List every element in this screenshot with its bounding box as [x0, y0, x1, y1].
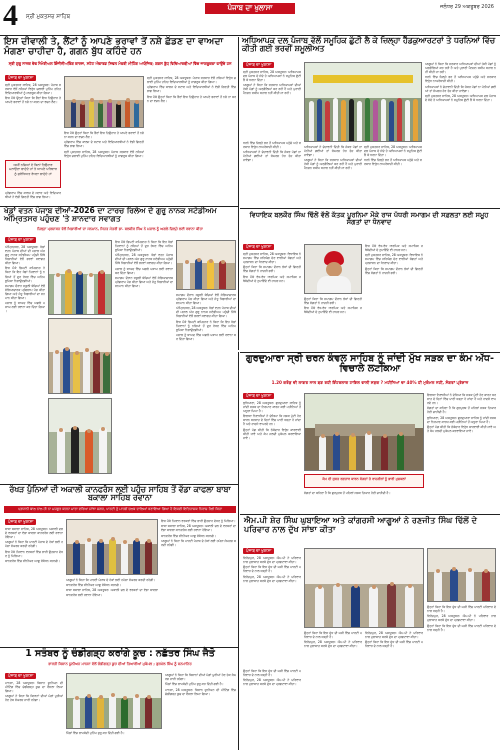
story-6-paragraph: ਆਗੂਆਂ ਨੇ ਕਿਹਾ ਕਿ ਪਾਰਟੀ ਪੰਜਾਬ ਦੇ ਹੱਕਾਂ ਲਈ ਹਮੇਸ਼ਾ ਸੰਘਰਸ਼ ਕਰਦੀ ਰਹੇਗੀ। — [66, 578, 156, 582]
story-3-body-2 — [425, 62, 496, 207]
story-7-photo — [304, 548, 424, 628]
story-1-body — [5, 83, 61, 158]
story-1-body-3 — [64, 131, 144, 205]
story-8-body — [5, 681, 63, 747]
story-6-body — [5, 527, 63, 645]
story-7-body-5 — [243, 669, 301, 746]
story-5-body-2 — [304, 491, 424, 511]
story-6-paragraph: ਇਸ ਮੌਕੇ ਨੌਜਵਾਨ ਵਰਕਰਾਂ ਵਿੱਚ ਭਾਰੀ ਉਤਸ਼ਾਹ ਦੇਖਣ ਨੂੰ ਮਿਲਿਆ। — [5, 549, 63, 558]
story-1-paragraph: ਸ੍ਰੀ ਮੁਕਤਸਰ ਸਾਹਿਬ, 28 ਅਕਤੂਬਰ: ਪੰਜਾਬ ਸਰਕਾਰ ਵੱਲੋਂ ਨਸ਼ਿਆਂ ਵਿਰੁੱਧ ਚਲਾਈ ਮੁਹਿੰਮ ਤਹਿਤ ਵਿਦਿਆਰਥੀਆਂ ਨੂੰ ਜਾਗਰੂਕ ਕੀਤਾ ਗਿਆ। — [147, 76, 236, 85]
story-7-paragraph: ਉਨ੍ਹਾਂ ਕਿਹਾ ਕਿ ਇਸ ਦੁੱਖ ਦੀ ਘੜੀ ਵਿੱਚ ਪਾਰਟੀ ਪਰਿਵਾਰ ਦੇ ਨਾਲ ਖੜ੍ਹੀ ਹੈ। — [243, 565, 301, 574]
story-6-paragraph: ਆਗੂਆਂ ਨੇ ਕਿਹਾ ਕਿ ਪਾਰਟੀ ਪੰਜਾਬ ਦੇ ਹੱਕਾਂ ਲਈ ਹਮੇਸ਼ਾ ਸੰਘਰਸ਼ ਕਰਦੀ ਰਹੇਗੀ। — [161, 538, 236, 547]
story-6-paragraph: ਬਾਬਾ ਬਕਾਲਾ ਸਾਹਿਬ, 28 ਅਕਤੂਬਰ: ਅਕਾਲੀ ਦਲ ਦੇ ਵਰਕਰਾਂ ਦਾ ਵੱਡਾ ਕਾਫਲਾ ਕਾਨਫਰੰਸ ਲਈ ਰਵਾਨਾ ਹੋਇਆ। — [161, 524, 236, 533]
story-5-paragraph: ਸੰਗਤਾਂ ਦਾ ਕਹਿਣਾ ਹੈ ਕਿ ਗੁਰਪੁਰਬ ਤੋਂ ਪਹਿਲਾਂ ਸੜਕ ਤਿਆਰ ਹੋਣੀ ਚਾਹੀਦੀ ਹੈ। — [427, 406, 496, 415]
story-7-paragraph: ਫਿਰੋਜ਼ਪੁਰ, 28 ਅਕਤੂਬਰ: ਐਮ.ਪੀ ਨੇ ਪਰਿਵਾਰ ਨਾਲ ਮੁਲਾਕਾਤ ਕਰਕੇ ਦੁੱਖ ਦਾ ਪ੍ਰਗਟਾਵਾ ਕੀਤਾ। — [243, 556, 301, 565]
story-8-photo — [66, 673, 162, 729]
story-7-body-4 — [427, 605, 496, 746]
story-4-paragraph: ਇਸ ਮੌਕੇ ਵੱਖ-ਵੱਖ ਧਾਰਮਿਕ ਅਤੇ ਸਮਾਜਿਕ ਜਥੇਬੰਦੀਆਂ ਦੇ ਨੁਮਾਇੰਦੇ ਵੀ ਹਾਜ਼ਰ ਸਨ। — [365, 244, 423, 253]
story-5-paragraph: ਲੁਧਿਆਣਾ, 28 ਅਕਤੂਬਰ: ਗੁਰਦੁਆਰਾ ਸਾਹਿਬ ਨੂੰ ਜਾਂਦੀ ਸੜਕ ਦਾ ਨਿਰਮਾਣ ਕਾਰਜ ਕਈ ਮਹੀਨਿਆਂ ਤੋਂ ਅਧੂਰਾ ਪਿਆ ਹੈ। — [427, 415, 496, 424]
story-6-paragraph: ਕਾਨਫਰੰਸ ਵਿੱਚ ਸੀਨੀਅਰ ਆਗੂ ਸੰਬੋਧਨ ਕਰਨਗੇ। — [5, 558, 60, 563]
story-1-paragraph: ਸ੍ਰੀ ਮੁਕਤਸਰ ਸਾਹਿਬ, 28 ਅਕਤੂਬਰ: ਪੰਜਾਬ ਸਰਕਾਰ ਵੱਲੋਂ ਨਸ਼ਿਆਂ ਵਿਰੁੱਧ ਚਲਾਈ ਮੁਹਿੰਮ ਤਹਿਤ ਵਿਦਿਆਰਥੀਆਂ ਨੂੰ ਜਾਗਰੂਕ ਕੀਤਾ ਗਿਆ। — [5, 83, 61, 96]
story-6-body-3 — [161, 519, 236, 645]
story-6-body-2 — [66, 578, 158, 645]
story-2-paragraph: ਅੰਮ੍ਰਿਤਸਰ, 28 ਅਕਤੂਬਰ: ਖੇਡਾਂ ਵਤਨ ਪੰਜਾਬ ਦੀਆਂ ਦੀ ਮਸ਼ਾਲ ਅੱਜ ਗੁਰੂ ਨਾਨਕ ਸਟੇਡੀਅਮ ਪਹੁੰਚੀ ਜਿੱਥੇ ਖਿਡਾਰੀਆਂ ਵੱਲੋਂ ਭਰਵਾਂ ਸਵਾਗਤ ਕੀਤਾ ਗਿਆ। — [115, 253, 173, 266]
story-1-byline: ਪੰਜਾਬ ਦਾ ਖੁਲਾਸਾ — [5, 75, 36, 81]
story-1-subhead: ਸ੍ਰੀ ਗੁਰੂ ਨਾਨਕ ਦੇਵ ਮੈਮੋਰੀਅਲ ਇੰਜੀਨੀਅਰਿੰਗ ਕਾਲਜ, ਸਟੇਟ ਐਵਾਰਡ ਸਿਵਲ ਮੰਤਰੀ ਮੀਟਿੰਗ ਆਯੋਜਿਤ; ਗਗਨ ਬੁੱਧ ਵਿਦਿਆਰਥੀਆਂ ਵਿੱਚ ਜਾਗਰੂਕਤਾ ਫਾਉਂਦੇ ਹਨ — [8, 61, 232, 66]
story-5-photo — [304, 393, 424, 471]
story-5-headline: ਗੁਰਦੁਆਰਾ ਸ੍ਰੀ ਚਰਨ ਕੰਵਲ ਸਾਹਿਬ ਨੂੰ ਜਾਂਦੀ ਮੁੱਖ ਸੜਕ ਦਾ ਕੰਮ ਅੱਧ-ਵਿਚਾਲੇ ਲਟਕਿਆ — [246, 353, 494, 375]
story-5-paragraph: ਇਲਾਕਾ ਨਿਵਾਸੀਆਂ ਨੇ ਦੱਸਿਆ ਕਿ ਸੜਕ ਪੁੱਟੀ ਹੋਣ ਕਾਰਨ ਬਰਸਾਤ ਦੇ ਦਿਨਾਂ ਵਿੱਚ ਪਾਣੀ ਖੜ੍ਹਾ ਹੋ ਜਾਂਦਾ ਹੈ ਅਤੇ ਹਾਦਸੇ ਵਾਪਰਦੇ ਹਨ। — [243, 414, 301, 427]
story-4-paragraph: ਸ੍ਰੀ ਮੁਕਤਸਰ ਸਾਹਿਬ, 28 ਅਕਤੂਬਰ: ਵਿਧਾਇਕ ਨੇ ਸਮਾਗਮ ਵਿੱਚ ਸਹਿਯੋਗ ਦੇਣ ਵਾਲੀਆਂ ਸੰਗਤਾਂ ਅਤੇ ਪ੍ਰਸ਼ਾਸਨ ਦਾ ਧੰਨਵਾਦ ਕੀਤਾ। — [365, 253, 423, 266]
story-7-paragraph: ਉਨ੍ਹਾਂ ਕਿਹਾ ਕਿ ਇਸ ਦੁੱਖ ਦੀ ਘੜੀ ਵਿੱਚ ਪਾਰਟੀ ਪਰਿਵਾਰ ਦੇ ਨਾਲ ਖੜ੍ਹੀ ਹੈ। — [243, 669, 301, 678]
story-5-body-3 — [427, 393, 496, 511]
story-2-paragraph: ਮਸ਼ਾਲ ਨੂੰ ਬਾਅਦ ਵਿੱਚ ਅਗਲੇ ਪੜਾਅ ਲਈ ਰਵਾਨਾ ਕਰ ਦਿੱਤਾ ਗਿਆ। — [176, 332, 236, 342]
story-4-portrait — [304, 244, 362, 294]
story-8-paragraph: ਮਾਨਸਾ, 28 ਅਕਤੂਬਰ: ਕਿਸਾਨ ਯੂਨੀਅਨ ਦੀ ਮੀਟਿੰਗ ਵਿੱਚ ਚੰਡੀਗੜ੍ਹ ਕੂਚ ਦਾ ਫੈਸਲਾ ਲਿਆ ਗਿਆ। — [165, 687, 236, 696]
story-7-headline: ਐਮ.ਪੀ ਸ਼ੇਰ ਸਿੰਘ ਘੁਬਾਇਆ ਅਤੇ ਕਾਂਗਰਸੀ ਆਗੂਆਂ ਨੇ ਰਣਜੀਤ ਸਿੰਘ ਢਿੱਲੋਂ ਦੇ ਪਰਿਵਾਰ ਨਾਲ ਦੁੱਖ ਸਾਂਝਾ ਕੀਤਾ — [244, 515, 477, 534]
story-7-photo-2 — [427, 548, 496, 602]
divider — [240, 208, 500, 209]
story-1-paragraph: ਸ੍ਰੀ ਮੁਕਤਸਰ ਸਾਹਿਬ, 28 ਅਕਤੂਬਰ: ਪੰਜਾਬ ਸਰਕਾਰ ਵੱਲੋਂ ਨਸ਼ਿਆਂ ਵਿਰੁੱਧ ਚਲਾਈ ਮੁਹਿੰਮ ਤਹਿਤ ਵਿਦਿਆਰਥੀਆਂ ਨੂੰ ਜਾਗਰੂਕ ਕੀਤਾ ਗਿਆ। — [64, 149, 144, 158]
story-3-body-4 — [304, 145, 362, 207]
story-1-body-4 — [147, 76, 236, 205]
story-6-banner: ਪ੍ਰਧਾਨੀ ਕਾਲ ਨਾਲ ਹੀ ਨਾ ਮਜਬੂਤ ਕਰਨਾ ਮਾਤਾ ਦਰਿਆ ਸਾਂਝਾ ਸਗਰ, ਪਾਰਟੀ ਨੂੰ ਮਾਰਗੋਂ ਦਲਕ ਦਾਲਿਆਂ ਬਣਾਇਆ ਗਿਆ ਹੈ ਇਸਦੀ ਇਤਿਹਾਸਕ ਨਿਰਾਸ਼ ਰੈਲੀ ਕਿਹਾ — [4, 506, 236, 513]
story-2-paragraph: ਅੰਮ੍ਰਿਤਸਰ, 28 ਅਕਤੂਬਰ: ਖੇਡਾਂ ਵਤਨ ਪੰਜਾਬ ਦੀਆਂ ਦੀ ਮਸ਼ਾਲ ਅੱਜ ਗੁਰੂ ਨਾਨਕ ਸਟੇਡੀਅਮ ਪਹੁੰਚੀ ਜਿੱਥੇ ਖਿਡਾਰੀਆਂ ਵੱਲੋਂ ਭਰਵਾਂ ਸਵਾਗਤ ਕੀਤਾ ਗਿਆ। — [176, 306, 236, 319]
story-2-photo-1 — [48, 240, 112, 315]
story-3-body-3 — [243, 141, 301, 207]
story-2-photo-2 — [48, 318, 112, 394]
story-8-byline: ਪੰਜਾਬ ਦਾ ਖੁਲਾਸਾ — [5, 673, 36, 679]
story-3-headline: ਅਧਿਆਪਕ ਦਲ ਪੰਜਾਬ ਵੱਲੋਂ ਸਮੂਹਿਕ ਛੁੱਟੀ ਲੈ ਕੇ ਜ਼ਿਲ੍ਹਾ ਹੈੱਡਕੁਆਰਟਰਾਂ ਤੇ ਧਰਨਿਆਂ ਵਿੱਚ ਕੀਤੀ ਗਈ ਭਰਵੀਂ ਸ਼ਮੂਲੀਅਤ — [242, 36, 495, 54]
story-7-paragraph: ਫਿਰੋਜ਼ਪੁਰ, 28 ਅਕਤੂਬਰ: ਐਮ.ਪੀ ਨੇ ਪਰਿਵਾਰ ਨਾਲ ਮੁਲਾਕਾਤ ਕਰਕੇ ਦੁੱਖ ਦਾ ਪ੍ਰਗਟਾਵਾ ਕੀਤਾ। — [365, 631, 423, 640]
story-1-photo — [64, 76, 144, 128]
story-2-paragraph: ਇਸ ਮੌਕੇ ਡਿਪਟੀ ਕਮਿਸ਼ਨਰ ਨੇ ਕਿਹਾ ਕਿ ਇਹ ਖੇਡਾਂ ਨੌਜਵਾਨਾਂ ਨੂੰ ਨਸ਼ਿਆਂ ਤੋਂ ਦੂਰ ਰੱਖਣ ਵਿੱਚ ਅਹਿਮ ਭੂਮਿਕਾ ਨਿਭਾਉਣਗੀਆਂ। — [176, 319, 236, 332]
story-8-body-2 — [66, 731, 162, 747]
story-6-paragraph: ਇਸ ਮੌਕੇ ਨੌਜਵਾਨ ਵਰਕਰਾਂ ਵਿੱਚ ਭਾਰੀ ਉਤਸ਼ਾਹ ਦੇਖਣ ਨੂੰ ਮਿਲਿਆ। — [161, 519, 236, 523]
story-1-quote: ਅਸੀਂ ਨਸ਼ਿਆਂ ਦੇ ਬਿਨਾਂ ਤਿਉਹਾਰ ਮਨਾਉਣਾ ਚਾਹੁੰਦੇ ਹਾਂ ਤੇ ਆਪਣੇ ਪਰਿਵਾਰ ਨੂੰ ਸੁਰੱਖਿਅਤ ਰੱਖਣਾ ਚਾਹੁੰਦੇ ਹਾਂ — [5, 160, 61, 188]
story-7-body-2 — [304, 631, 362, 746]
story-8-paragraph: ਪਿੰਡਾਂ ਵਿੱਚ ਲਾਮਬੰਦੀ ਮੁਹਿੰਮ ਸ਼ੁਰੂ ਕਰ ਦਿੱਤੀ ਗਈ ਹੈ। — [66, 731, 125, 735]
story-2-byline: ਪੰਜਾਬ ਦਾ ਖੁਲਾਸਾ — [5, 237, 36, 243]
paper-name-banner: ਪੰਜਾਬ ਦਾ ਖੁਲਾਸਾ — [205, 3, 295, 14]
story-7-paragraph: ਉਨ੍ਹਾਂ ਕਿਹਾ ਕਿ ਇਸ ਦੁੱਖ ਦੀ ਘੜੀ ਵਿੱਚ ਪਾਰਟੀ ਪਰਿਵਾਰ ਦੇ ਨਾਲ ਖੜ੍ਹੀ ਹੈ। — [365, 640, 423, 649]
story-6-headline: ਰੱਖੜ ਪੁੰਨਿਆਂ ਦੀ ਅਕਾਲੀ ਕਾਨਫਰੰਸ ਲਈ ਪਹੁੰਚ ਸਾਹਿਬ ਤੋਂ ਵੱਡਾ ਕਾਫਲਾ ਬਾਬਾ ਬਕਾਲਾ ਸਾਹਿਬ ਰਵਾਨਾ — [9, 485, 231, 503]
story-4-paragraph: ਇਸ ਮੌਕੇ ਵੱਖ-ਵੱਖ ਧਾਰਮਿਕ ਅਤੇ ਸਮਾਜਿਕ ਜਥੇਬੰਦੀਆਂ ਦੇ ਨੁਮਾਇੰਦੇ ਵੀ ਹਾਜ਼ਰ ਸਨ। — [243, 274, 301, 283]
story-2-photo-3 — [48, 398, 112, 474]
divider — [238, 352, 239, 750]
story-2-paragraph: ਮਸ਼ਾਲ ਨੂੰ ਬਾਅਦ ਵਿੱਚ ਅਗਲੇ ਪੜਾਅ ਲਈ ਰਵਾਨਾ ਕਰ ਦਿੱਤਾ ਗਿਆ। — [5, 301, 45, 314]
story-7-paragraph: ਫਿਰੋਜ਼ਪੁਰ, 28 ਅਕਤੂਬਰ: ਐਮ.ਪੀ ਨੇ ਪਰਿਵਾਰ ਨਾਲ ਮੁਲਾਕਾਤ ਕਰਕੇ ਦੁੱਖ ਦਾ ਪ੍ਰਗਟਾਵਾ ਕੀਤਾ। — [427, 614, 496, 623]
story-2-paragraph: ਸਮਾਗਮ ਦੌਰਾਨ ਸਕੂਲੀ ਬੱਚਿਆਂ ਵੱਲੋਂ ਸੱਭਿਆਚਾਰਕ ਪ੍ਰੋਗਰਾਮ ਪੇਸ਼ ਕੀਤਾ ਗਿਆ ਅਤੇ ਜੇਤੂ ਖਿਡਾਰੀਆਂ ਦਾ ਸਨਮਾਨ ਕੀਤਾ ਗਿਆ। — [5, 283, 45, 300]
story-3-byline: ਪੰਜਾਬ ਦਾ ਖੁਲਾਸਾ — [243, 62, 274, 68]
story-2-subhead: ਜ਼ਿਲ੍ਹਾ ਪ੍ਰਸ਼ਾਸਨ ਵੱਲੋਂ ਖਿਡਾਰੀਆਂ ਦਾ ਸਨਮਾਨ, ਸਿਹਤ ਮੰਤਰੀ ਡਾ. ਬਲਬੀਰ ਸਿੰਘ ਨੇ ਮਸ਼ਾਲ ਨੂੰ ਅਗਲੇ ਜ਼ਿਲ੍ਹੇ ਲਈ ਰਵਾਨਾ ਕੀਤਾ — [37, 227, 203, 231]
story-5-paragraph: ਉਨ੍ਹਾਂ ਮੰਗ ਕੀਤੀ ਕਿ ਠੇਕੇਦਾਰ ਵਿਰੁੱਧ ਕਾਰਵਾਈ ਕੀਤੀ ਜਾਵੇ ਅਤੇ ਕੰਮ ਜਲਦੀ ਮੁਕੰਮਲ ਕਰਵਾਇਆ ਜਾਵੇ। — [243, 427, 301, 440]
story-5-body — [243, 401, 301, 511]
story-6-paragraph: ਬਾਬਾ ਬਕਾਲਾ ਸਾਹਿਬ, 28 ਅਕਤੂਬਰ: ਅਕਾਲੀ ਦਲ ਦੇ ਵਰਕਰਾਂ ਦਾ ਵੱਡਾ ਕਾਫਲਾ ਕਾਨਫਰੰਸ ਲਈ ਰਵਾਨਾ ਹੋਇਆ। — [5, 527, 63, 540]
story-7-paragraph: ਫਿਰੋਜ਼ਪੁਰ, 28 ਅਕਤੂਬਰ: ਐਮ.ਪੀ ਨੇ ਪਰਿਵਾਰ ਨਾਲ ਮੁਲਾਕਾਤ ਕਰਕੇ ਦੁੱਖ ਦਾ ਪ੍ਰਗਟਾਵਾ ਕੀਤਾ। — [304, 640, 362, 649]
story-3-paragraph: ਆਗੂਆਂ ਨੇ ਕਿਹਾ ਕਿ ਸਰਕਾਰ ਅਧਿਆਪਕਾਂ ਦੀਆਂ ਹੱਕੀ ਮੰਗਾਂ ਨੂੰ ਅਣਗੌਲਿਆਂ ਕਰ ਰਹੀ ਹੈ ਅਤੇ ਪੁਰਾਣੀ ਪੈਨਸ਼ਨ ਸਕੀਮ ਬਹਾਲ ਨਹੀਂ ਕੀਤੀ ਜਾ ਰਹੀ। — [425, 62, 496, 75]
story-7-paragraph: ਉਨ੍ਹਾਂ ਕਿਹਾ ਕਿ ਇਸ ਦੁੱਖ ਦੀ ਘੜੀ ਵਿੱਚ ਪਾਰਟੀ ਪਰਿਵਾਰ ਦੇ ਨਾਲ ਖੜ੍ਹੀ ਹੈ। — [427, 623, 496, 632]
story-6-byline: ਪੰਜਾਬ ਦਾ ਖੁਲਾਸਾ — [5, 519, 36, 525]
story-2-paragraph: ਇਸ ਮੌਕੇ ਡਿਪਟੀ ਕਮਿਸ਼ਨਰ ਨੇ ਕਿਹਾ ਕਿ ਇਹ ਖੇਡਾਂ ਨੌਜਵਾਨਾਂ ਨੂੰ ਨਸ਼ਿਆਂ ਤੋਂ ਦੂਰ ਰੱਖਣ ਵਿੱਚ ਅਹਿਮ ਭੂਮਿਕਾ ਨਿਭਾਉਣਗੀਆਂ। — [5, 266, 45, 283]
story-1-headline: ਇਸ ਦੀਵਾਲੀ ਤੇ, ਲੈਂਟਾਂ ਨੂੰ ਆਪਣੇ ਭਰਾਵਾਂ ਤੋਂ ਨਸ਼ੇ ਛੱਡਣ ਦਾ ਵਾਅਦਾ ਮੰਗਣਾ ਚਾਹੀਦਾ ਹੈ, ਗਗਨ ਬੁੱਧ ਕਹਿੰਦੇ ਹਨ — [4, 36, 224, 57]
story-5-paragraph: ਸੰਗਤਾਂ ਦਾ ਕਹਿਣਾ ਹੈ ਕਿ ਗੁਰਪੁਰਬ ਤੋਂ ਪਹਿਲਾਂ ਸੜਕ ਤਿਆਰ ਹੋਣੀ ਚਾਹੀਦੀ ਹੈ। — [304, 491, 391, 495]
story-4-paragraph: ਉਨ੍ਹਾਂ ਕਿਹਾ ਕਿ ਸਮਾਗਮ ਦੌਰਾਨ ਲੱਖਾਂ ਦੀ ਗਿਣਤੀ ਵਿੱਚ ਸੰਗਤਾਂ ਨੇ ਹਾਜ਼ਰੀ ਭਰੀ। — [365, 266, 423, 275]
story-5-highlight: ਕੰਮ ਦੀ ਸੁਸਤ ਰਫ਼ਤਾਰ ਕਾਰਨ ਸੰਗਤਾਂ ਤੇ ਰਾਹਗੀਰਾਂ ਨੂੰ ਭਾਰੀ ਮੁਸ਼ਕਲਾਂ — [304, 474, 424, 488]
story-3-body-5 — [364, 145, 422, 207]
story-8-headline: 1 ਸਤੰਬਰ ਨੂੰ ਚੰਡੀਗੜ੍ਹ ਕਰਾਂਗੇ ਕੂਚ : ਨਛੱਤਰ ਸਿੰਘ ਜੈਤੋ — [25, 648, 215, 659]
story-2-body — [5, 245, 45, 481]
story-8-subhead: ਭਾਰਤੀ ਕਿਸਾਨ ਯੂਨੀਅਨ ਮਾਨਸਾ ਵੱਲੋਂ ਚੰਡੀਗੜ੍ਹ ਕੂਚ ਦੀਆਂ ਤਿਆਰੀਆਂ ਮੁਕੰਮਲ ; ਗੁਰਮੇਲ ਸਿੰਘ ਨੂੰ ਸਨਮਾਨਿਤ — [48, 662, 192, 666]
story-7-paragraph: ਫਿਰੋਜ਼ਪੁਰ, 28 ਅਕਤੂਬਰ: ਐਮ.ਪੀ ਨੇ ਪਰਿਵਾਰ ਨਾਲ ਮੁਲਾਕਾਤ ਕਰਕੇ ਦੁੱਖ ਦਾ ਪ੍ਰਗਟਾਵਾ ਕੀਤਾ। — [243, 574, 301, 583]
story-7-paragraph: ਫਿਰੋਜ਼ਪੁਰ, 28 ਅਕਤੂਬਰ: ਐਮ.ਪੀ ਨੇ ਪਰਿਵਾਰ ਨਾਲ ਮੁਲਾਕਾਤ ਕਰਕੇ ਦੁੱਖ ਦਾ ਪ੍ਰਗਟਾਵਾ ਕੀਤਾ। — [243, 678, 301, 687]
story-2-paragraph: ਅੰਮ੍ਰਿਤਸਰ, 28 ਅਕਤੂਬਰ: ਖੇਡਾਂ ਵਤਨ ਪੰਜਾਬ ਦੀਆਂ ਦੀ ਮਸ਼ਾਲ ਅੱਜ ਗੁਰੂ ਨਾਨਕ ਸਟੇਡੀਅਮ ਪਹੁੰਚੀ ਜਿੱਥੇ ਖਿਡਾਰੀਆਂ ਵੱਲੋਂ ਭਰਵਾਂ ਸਵਾਗਤ ਕੀਤਾ ਗਿਆ। — [5, 245, 45, 266]
story-8-body-3 — [165, 673, 236, 747]
story-6-paragraph: ਕਾਨਫਰੰਸ ਵਿੱਚ ਸੀਨੀਅਰ ਆਗੂ ਸੰਬੋਧਨ ਕਰਨਗੇ। — [161, 533, 216, 538]
story-3-paragraph: ਸ੍ਰੀ ਮੁਕਤਸਰ ਸਾਹਿਬ, 28 ਅਕਤੂਬਰ: ਅਧਿਆਪਕ ਦਲ ਪੰਜਾਬ ਦੇ ਸੱਦੇ ਤੇ ਅਧਿਆਪਕਾਂ ਨੇ ਸਮੂਹਿਕ ਛੁੱਟੀ ਲੈ ਕੇ ਧਰਨਾ ਦਿੱਤਾ। — [243, 70, 301, 83]
story-1-body-2 — [5, 191, 61, 205]
story-3-paragraph: ਧਰਨੇ ਵਿੱਚ ਜ਼ਿਲ੍ਹੇ ਭਰ ਤੋਂ ਅਧਿਆਪਕ ਪਹੁੰਚੇ ਅਤੇ ਸਰਕਾਰ ਵਿਰੁੱਧ ਨਾਅਰੇਬਾਜ਼ੀ ਕੀਤੀ। — [425, 75, 496, 84]
story-1-paragraph: ਪ੍ਰੋਗਰਾਮ ਵਿੱਚ ਕਾਲਜ ਦੇ ਸਟਾਫ ਅਤੇ ਵਿਦਿਆਰਥੀਆਂ ਨੇ ਵੱਡੀ ਗਿਣਤੀ ਵਿੱਚ ਭਾਗ ਲਿਆ। — [147, 85, 236, 94]
story-3-photo — [304, 62, 422, 142]
story-3-paragraph: ਧਰਨੇ ਵਿੱਚ ਜ਼ਿਲ੍ਹੇ ਭਰ ਤੋਂ ਅਧਿਆਪਕ ਪਹੁੰਚੇ ਅਤੇ ਸਰਕਾਰ ਵਿਰੁੱਧ ਨਾਅਰੇਬਾਜ਼ੀ ਕੀਤੀ। — [243, 141, 301, 150]
story-5-subhead: 1.20 ਕਰੋੜ ਦੀ ਲਾਗਤ ਨਾਲ ਬਣ ਰਹੀ ਇੰਟਰਲਾਕ ਟਾਇਲ ਵਾਲੀ ਸੜਕ ? ਮਹੀਨਿਆਂ ਦਾ 40% ਹੀ ਮੁਕੰਮਲ ਨਹੀਂ, ਸੰਗਤਾਂ ਪ੍ਰੇਸ਼ਾਨ — [271, 380, 469, 385]
story-8-paragraph: ਆਗੂਆਂ ਨੇ ਕਿਹਾ ਕਿ ਕਿਸਾਨਾਂ ਦੀਆਂ ਮੰਗਾਂ ਪੂਰੀਆਂ ਹੋਣ ਤੱਕ ਸੰਘਰਸ਼ ਜਾਰੀ ਰਹੇਗਾ। — [5, 694, 63, 703]
story-6-paragraph: ਆਗੂਆਂ ਨੇ ਕਿਹਾ ਕਿ ਪਾਰਟੀ ਪੰਜਾਬ ਦੇ ਹੱਕਾਂ ਲਈ ਹਮੇਸ਼ਾ ਸੰਘਰਸ਼ ਕਰਦੀ ਰਹੇਗੀ। — [5, 540, 63, 549]
story-2-headline: ਖੇਡਾਂ ਵਤਨ ਪੰਜਾਬ ਦੀਆਂ-2026 ਦਾ ਟਾਰਚ ਰਿਲੇਅ ਦੇ ਗੁਰੂ ਨਾਨਕ ਸਟੇਡੀਅਮ ਅੰਮ੍ਰਿਤਸਰ ਪਹੁੰਚਣ 'ਤੇ ਸ਼ਾਨਦਾਰ ਸਵਾਗਤ — [4, 206, 217, 224]
story-2-paragraph: ਇਸ ਮੌਕੇ ਡਿਪਟੀ ਕਮਿਸ਼ਨਰ ਨੇ ਕਿਹਾ ਕਿ ਇਹ ਖੇਡਾਂ ਨੌਜਵਾਨਾਂ ਨੂੰ ਨਸ਼ਿਆਂ ਤੋਂ ਦੂਰ ਰੱਖਣ ਵਿੱਚ ਅਹਿਮ ਭੂਮਿਕਾ ਨਿਭਾਉਣਗੀਆਂ। — [115, 240, 173, 253]
story-6-paragraph: ਕਾਨਫਰੰਸ ਵਿੱਚ ਸੀਨੀਅਰ ਆਗੂ ਸੰਬੋਧਨ ਕਰਨਗੇ। — [66, 583, 121, 588]
issue-date: ਜਲੰਧਰ 29 ਅਕਤੂਬਰ 2026 — [440, 4, 494, 10]
story-2-body-2 — [115, 240, 173, 480]
story-3-paragraph: ਆਗੂਆਂ ਨੇ ਕਿਹਾ ਕਿ ਸਰਕਾਰ ਅਧਿਆਪਕਾਂ ਦੀਆਂ ਹੱਕੀ ਮੰਗਾਂ ਨੂੰ ਅਣਗੌਲਿਆਂ ਕਰ ਰਹੀ ਹੈ ਅਤੇ ਪੁਰਾਣੀ ਪੈਨਸ਼ਨ ਸਕੀਮ ਬਹਾਲ ਨਹੀਂ ਕੀਤੀ ਜਾ ਰਹੀ। — [243, 83, 301, 96]
story-4-body — [243, 252, 301, 350]
story-8-paragraph: ਮਾਨਸਾ, 28 ਅਕਤੂਬਰ: ਕਿਸਾਨ ਯੂਨੀਅਨ ਦੀ ਮੀਟਿੰਗ ਵਿੱਚ ਚੰਡੀਗੜ੍ਹ ਕੂਚ ਦਾ ਫੈਸਲਾ ਲਿਆ ਗਿਆ। — [5, 681, 63, 694]
story-1-paragraph: ਪ੍ਰੋਗਰਾਮ ਵਿੱਚ ਕਾਲਜ ਦੇ ਸਟਾਫ ਅਤੇ ਵਿਦਿਆਰਥੀਆਂ ਨੇ ਵੱਡੀ ਗਿਣਤੀ ਵਿੱਚ ਭਾਗ ਲਿਆ। — [5, 191, 61, 200]
divider — [238, 37, 239, 350]
page-number: 4 — [3, 0, 18, 32]
story-7-paragraph: ਉਨ੍ਹਾਂ ਕਿਹਾ ਕਿ ਇਸ ਦੁੱਖ ਦੀ ਘੜੀ ਵਿੱਚ ਪਾਰਟੀ ਪਰਿਵਾਰ ਦੇ ਨਾਲ ਖੜ੍ਹੀ ਹੈ। — [427, 605, 496, 614]
story-7-byline: ਪੰਜਾਬ ਦਾ ਖੁਲਾਸਾ — [243, 548, 274, 554]
story-3-paragraph: ਅਧਿਆਪਕਾਂ ਨੇ ਚੇਤਾਵਨੀ ਦਿੱਤੀ ਕਿ ਜੇਕਰ ਮੰਗਾਂ ਨਾ ਮੰਨੀਆਂ ਗਈਆਂ ਤਾਂ ਸੰਘਰਸ਼ ਹੋਰ ਤੇਜ਼ ਕੀਤਾ ਜਾਵੇਗਾ। — [304, 145, 362, 158]
story-3-paragraph: ਅਧਿਆਪਕਾਂ ਨੇ ਚੇਤਾਵਨੀ ਦਿੱਤੀ ਕਿ ਜੇਕਰ ਮੰਗਾਂ ਨਾ ਮੰਨੀਆਂ ਗਈਆਂ ਤਾਂ ਸੰਘਰਸ਼ ਹੋਰ ਤੇਜ਼ ਕੀਤਾ ਜਾਵੇਗਾ। — [425, 84, 496, 93]
story-4-paragraph: ਇਸ ਮੌਕੇ ਵੱਖ-ਵੱਖ ਧਾਰਮਿਕ ਅਤੇ ਸਮਾਜਿਕ ਜਥੇਬੰਦੀਆਂ ਦੇ ਨੁਮਾਇੰਦੇ ਵੀ ਹਾਜ਼ਰ ਸਨ। — [304, 306, 362, 315]
story-4-paragraph: ਉਨ੍ਹਾਂ ਕਿਹਾ ਕਿ ਸਮਾਗਮ ਦੌਰਾਨ ਲੱਖਾਂ ਦੀ ਗਿਣਤੀ ਵਿੱਚ ਸੰਗਤਾਂ ਨੇ ਹਾਜ਼ਰੀ ਭਰੀ। — [304, 297, 362, 306]
story-3-paragraph: ਧਰਨੇ ਵਿੱਚ ਜ਼ਿਲ੍ਹੇ ਭਰ ਤੋਂ ਅਧਿਆਪਕ ਪਹੁੰਚੇ ਅਤੇ ਸਰਕਾਰ ਵਿਰੁੱਧ ਨਾਅਰੇਬਾਜ਼ੀ ਕੀਤੀ। — [364, 158, 422, 167]
story-4-body-3 — [365, 244, 423, 350]
story-3-paragraph: ਸ੍ਰੀ ਮੁਕਤਸਰ ਸਾਹਿਬ, 28 ਅਕਤੂਬਰ: ਅਧਿਆਪਕ ਦਲ ਪੰਜਾਬ ਦੇ ਸੱਦੇ ਤੇ ਅਧਿਆਪਕਾਂ ਨੇ ਸਮੂਹਿਕ ਛੁੱਟੀ ਲੈ ਕੇ ਧਰਨਾ ਦਿੱਤਾ। — [425, 93, 496, 102]
story-2-body-3 — [176, 293, 236, 481]
story-3-paragraph: ਆਗੂਆਂ ਨੇ ਕਿਹਾ ਕਿ ਸਰਕਾਰ ਅਧਿਆਪਕਾਂ ਦੀਆਂ ਹੱਕੀ ਮੰਗਾਂ ਨੂੰ ਅਣਗੌਲਿਆਂ ਕਰ ਰਹੀ ਹੈ ਅਤੇ ਪੁਰਾਣੀ ਪੈਨਸ਼ਨ ਸਕੀਮ ਬਹਾਲ ਨਹੀਂ ਕੀਤੀ ਜਾ ਰਹੀ। — [304, 158, 362, 171]
story-7-body-3 — [365, 631, 423, 746]
story-5-paragraph: ਇਲਾਕਾ ਨਿਵਾਸੀਆਂ ਨੇ ਦੱਸਿਆ ਕਿ ਸੜਕ ਪੁੱਟੀ ਹੋਣ ਕਾਰਨ ਬਰਸਾਤ ਦੇ ਦਿਨਾਂ ਵਿੱਚ ਪਾਣੀ ਖੜ੍ਹਾ ਹੋ ਜਾਂਦਾ ਹੈ ਅਤੇ ਹਾਦਸੇ ਵਾਪਰਦੇ ਹਨ। — [427, 393, 496, 406]
masthead — [0, 0, 500, 36]
story-5-paragraph: ਉਨ੍ਹਾਂ ਮੰਗ ਕੀਤੀ ਕਿ ਠੇਕੇਦਾਰ ਵਿਰੁੱਧ ਕਾਰਵਾਈ ਕੀਤੀ ਜਾਵੇ ਅਤੇ ਕੰਮ ਜਲਦੀ ਮੁਕੰਮਲ ਕਰਵਾਇਆ ਜਾਵੇ। — [427, 424, 496, 433]
story-4-headline: ਵਿਧਾਇਕ ਬਲਕੌਰ ਸਿੰਘ ਢਿੱਲੋਂ ਵੱਲੋਂ ਕੱਤਕ ਪੂਰਨਿਮਾ ਮੌਕੇ ਰਾਜ ਪੱਧਰੀ ਸਮਾਗਮ ਦੀ ਸਫ਼ਲਤਾ ਲਈ ਸਮੂਹ ਸੰਗਤਾਂ ਦਾ ਧੰਨਵਾਦ — [249, 211, 489, 227]
story-1-paragraph: ਇਸ ਮੌਕੇ ਉਨ੍ਹਾਂ ਕਿਹਾ ਕਿ ਭੈਣਾਂ ਇਸ ਤਿਉਹਾਰ ਤੇ ਆਪਣੇ ਭਰਾਵਾਂ ਤੋਂ ਨਸ਼ੇ ਨਾ ਕਰਨ ਦਾ ਵਚਨ ਲੈਣ। — [147, 94, 236, 103]
story-5-paragraph: ਲੁਧਿਆਣਾ, 28 ਅਕਤੂਬਰ: ਗੁਰਦੁਆਰਾ ਸਾਹਿਬ ਨੂੰ ਜਾਂਦੀ ਸੜਕ ਦਾ ਨਿਰਮਾਣ ਕਾਰਜ ਕਈ ਮਹੀਨਿਆਂ ਤੋਂ ਅਧੂਰਾ ਪਿਆ ਹੈ। — [243, 401, 301, 414]
story-6-paragraph: ਬਾਬਾ ਬਕਾਲਾ ਸਾਹਿਬ, 28 ਅਕਤੂਬਰ: ਅਕਾਲੀ ਦਲ ਦੇ ਵਰਕਰਾਂ ਦਾ ਵੱਡਾ ਕਾਫਲਾ ਕਾਨਫਰੰਸ ਲਈ ਰਵਾਨਾ ਹੋਇਆ। — [66, 588, 158, 597]
story-2-photo-4 — [176, 240, 236, 290]
story-8-paragraph: ਪਿੰਡਾਂ ਵਿੱਚ ਲਾਮਬੰਦੀ ਮੁਹਿੰਮ ਸ਼ੁਰੂ ਕਰ ਦਿੱਤੀ ਗਈ ਹੈ। — [165, 682, 224, 687]
story-3-paragraph: ਅਧਿਆਪਕਾਂ ਨੇ ਚੇਤਾਵਨੀ ਦਿੱਤੀ ਕਿ ਜੇਕਰ ਮੰਗਾਂ ਨਾ ਮੰਨੀਆਂ ਗਈਆਂ ਤਾਂ ਸੰਘਰਸ਼ ਹੋਰ ਤੇਜ਼ ਕੀਤਾ ਜਾਵੇਗਾ। — [243, 150, 301, 163]
story-8-paragraph: ਆਗੂਆਂ ਨੇ ਕਿਹਾ ਕਿ ਕਿਸਾਨਾਂ ਦੀਆਂ ਮੰਗਾਂ ਪੂਰੀਆਂ ਹੋਣ ਤੱਕ ਸੰਘਰਸ਼ ਜਾਰੀ ਰਹੇਗਾ। — [165, 673, 236, 682]
story-7-body — [243, 556, 301, 666]
story-2-paragraph: ਮਸ਼ਾਲ ਨੂੰ ਬਾਅਦ ਵਿੱਚ ਅਗਲੇ ਪੜਾਅ ਲਈ ਰਵਾਨਾ ਕਰ ਦਿੱਤਾ ਗਿਆ। — [115, 266, 173, 275]
story-5-byline: ਪੰਜਾਬ ਦਾ ਖੁਲਾਸਾ — [243, 393, 274, 399]
story-6-photo — [66, 519, 158, 575]
section-name: ਸ੍ਰੀ ਮੁਕਤਸਰ ਸਾਹਿਬ — [26, 14, 71, 20]
story-1-paragraph: ਇਸ ਮੌਕੇ ਉਨ੍ਹਾਂ ਕਿਹਾ ਕਿ ਭੈਣਾਂ ਇਸ ਤਿਉਹਾਰ ਤੇ ਆਪਣੇ ਭਰਾਵਾਂ ਤੋਂ ਨਸ਼ੇ ਨਾ ਕਰਨ ਦਾ ਵਚਨ ਲੈਣ। — [5, 96, 61, 105]
story-4-paragraph: ਸ੍ਰੀ ਮੁਕਤਸਰ ਸਾਹਿਬ, 28 ਅਕਤੂਬਰ: ਵਿਧਾਇਕ ਨੇ ਸਮਾਗਮ ਵਿੱਚ ਸਹਿਯੋਗ ਦੇਣ ਵਾਲੀਆਂ ਸੰਗਤਾਂ ਅਤੇ ਪ੍ਰਸ਼ਾਸਨ ਦਾ ਧੰਨਵਾਦ ਕੀਤਾ। — [243, 252, 301, 265]
story-2-paragraph: ਸਮਾਗਮ ਦੌਰਾਨ ਸਕੂਲੀ ਬੱਚਿਆਂ ਵੱਲੋਂ ਸੱਭਿਆਚਾਰਕ ਪ੍ਰੋਗਰਾਮ ਪੇਸ਼ ਕੀਤਾ ਗਿਆ ਅਤੇ ਜੇਤੂ ਖਿਡਾਰੀਆਂ ਦਾ ਸਨਮਾਨ ਕੀਤਾ ਗਿਆ। — [176, 293, 236, 306]
story-4-byline: ਪੰਜਾਬ ਦਾ ਖੁਲਾਸਾ — [243, 244, 274, 250]
story-2-paragraph: ਸਮਾਗਮ ਦੌਰਾਨ ਸਕੂਲੀ ਬੱਚਿਆਂ ਵੱਲੋਂ ਸੱਭਿਆਚਾਰਕ ਪ੍ਰੋਗਰਾਮ ਪੇਸ਼ ਕੀਤਾ ਗਿਆ ਅਤੇ ਜੇਤੂ ਖਿਡਾਰੀਆਂ ਦਾ ਸਨਮਾਨ ਕੀਤਾ ਗਿਆ। — [115, 275, 173, 289]
story-3-body — [243, 70, 301, 138]
story-3-paragraph: ਸ੍ਰੀ ਮੁਕਤਸਰ ਸਾਹਿਬ, 28 ਅਕਤੂਬਰ: ਅਧਿਆਪਕ ਦਲ ਪੰਜਾਬ ਦੇ ਸੱਦੇ ਤੇ ਅਧਿਆਪਕਾਂ ਨੇ ਸਮੂਹਿਕ ਛੁੱਟੀ ਲੈ ਕੇ ਧਰਨਾ ਦਿੱਤਾ। — [364, 145, 422, 158]
story-1-paragraph: ਪ੍ਰੋਗਰਾਮ ਵਿੱਚ ਕਾਲਜ ਦੇ ਸਟਾਫ ਅਤੇ ਵਿਦਿਆਰਥੀਆਂ ਨੇ ਵੱਡੀ ਗਿਣਤੀ ਵਿੱਚ ਭਾਗ ਲਿਆ। — [64, 140, 144, 149]
story-1-paragraph: ਇਸ ਮੌਕੇ ਉਨ੍ਹਾਂ ਕਿਹਾ ਕਿ ਭੈਣਾਂ ਇਸ ਤਿਉਹਾਰ ਤੇ ਆਪਣੇ ਭਰਾਵਾਂ ਤੋਂ ਨਸ਼ੇ ਨਾ ਕਰਨ ਦਾ ਵਚਨ ਲੈਣ। — [64, 131, 144, 140]
story-7-paragraph: ਉਨ੍ਹਾਂ ਕਿਹਾ ਕਿ ਇਸ ਦੁੱਖ ਦੀ ਘੜੀ ਵਿੱਚ ਪਾਰਟੀ ਪਰਿਵਾਰ ਦੇ ਨਾਲ ਖੜ੍ਹੀ ਹੈ। — [304, 631, 362, 640]
story-4-body-2 — [304, 297, 362, 350]
story-4-paragraph: ਉਨ੍ਹਾਂ ਕਿਹਾ ਕਿ ਸਮਾਗਮ ਦੌਰਾਨ ਲੱਖਾਂ ਦੀ ਗਿਣਤੀ ਵਿੱਚ ਸੰਗਤਾਂ ਨੇ ਹਾਜ਼ਰੀ ਭਰੀ। — [243, 265, 301, 274]
